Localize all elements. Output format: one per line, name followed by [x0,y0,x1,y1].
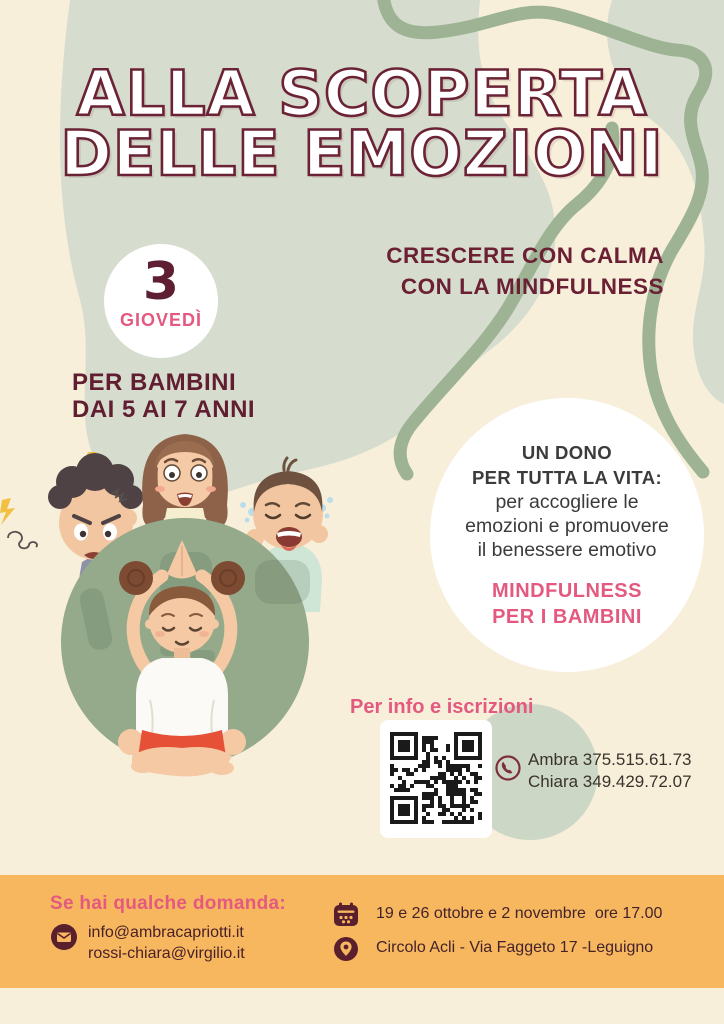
gift-body-3: il benessere emotivo [477,539,657,561]
info-heading: Per info e iscrizioni [350,696,534,718]
gift-body-2: emozioni e promuovere [465,515,669,537]
scared-girl-illustration [142,434,228,528]
footer-location: Circolo Acli - Via Faggeto 17 -Leguigno [376,939,654,956]
footer-email-1: info@ambracapriotti.it [88,924,244,941]
audience-text [72,369,255,423]
gift-highlight-1: MINDFULNESS [492,580,642,602]
contact-numbers [528,749,692,792]
footer-email-2: rossi-chiara@virgilio.it [88,945,245,962]
gift-heading-1: UN DONO [521,442,613,463]
envelope-icon [50,923,78,951]
footer-dates: 19 e 26 ottobre e 2 novembre ore 17.00 [376,905,663,922]
gift-circle [430,398,704,672]
title-line-2: DELLE EMOZIONI [60,117,664,190]
footer-heading: Se hai qualche domanda: [50,893,287,914]
gift-highlight-2: PER I BAMBINI [492,606,642,628]
sessions-day: GIOVEDÌ [119,310,202,330]
footer-bar [0,875,724,988]
phone-icon [494,754,522,782]
poster-title [0,57,724,190]
audience-line-1: PER BAMBINI [72,369,237,396]
contact-chiara: Chiara 349.429.72.07 [528,771,692,791]
audience-line-2: DAI 5 AI 7 ANNI [72,396,256,423]
gift-body-1: per accogliere le [495,491,639,513]
tagline-line-1: CRESCERE CON CALMA [386,243,664,268]
tagline-text [386,240,664,302]
calendar-icon [333,902,359,928]
tagline-line-2: CON LA MINDFULNESS [400,274,664,299]
title-line-1: ALLA SCOPERTA [76,57,648,130]
meditating-girl-illustration [118,540,246,776]
footer-emails [88,922,245,964]
map-pin-icon [333,936,359,962]
gift-heading-2: PER TUTTA LA VITA: [471,467,663,488]
sessions-count: 3 [142,252,180,312]
qr-code [380,720,492,838]
sessions-badge [104,244,218,358]
contact-ambra: Ambra 375.515.61.73 [528,750,692,769]
